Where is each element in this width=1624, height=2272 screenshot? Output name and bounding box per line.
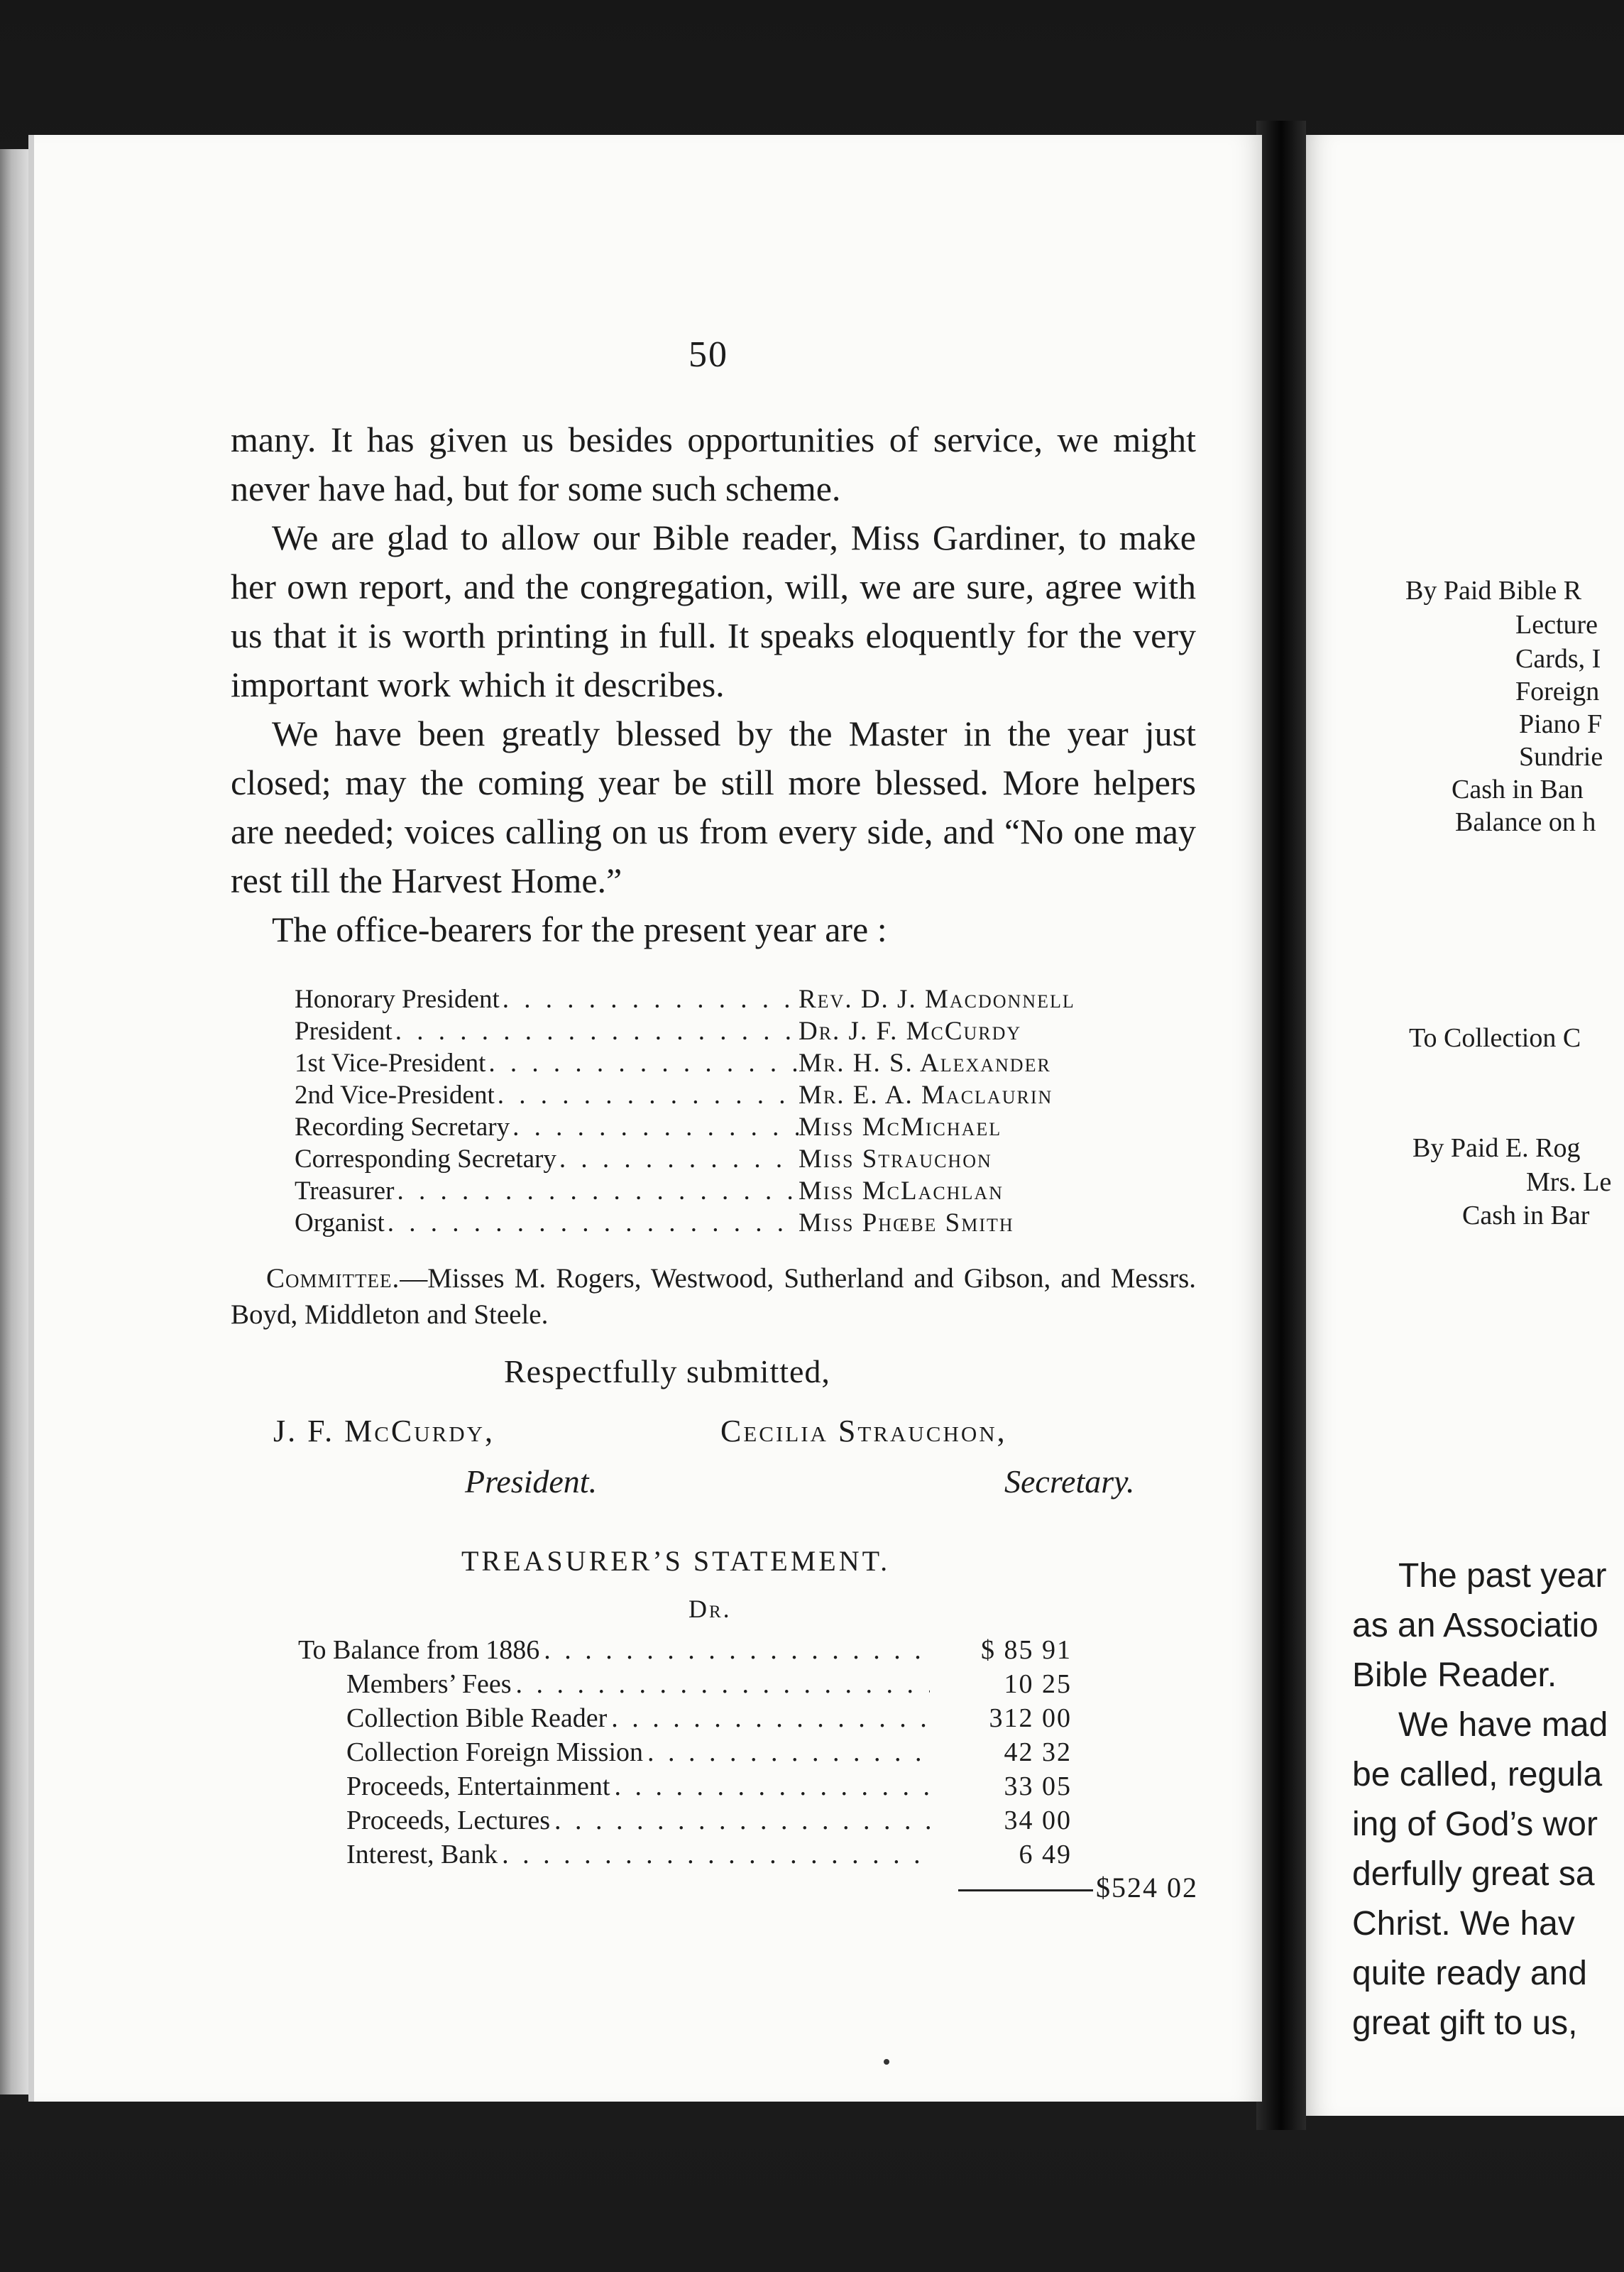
leader-dots xyxy=(394,1175,799,1207)
leader-dots xyxy=(500,983,799,1015)
body-text xyxy=(231,415,1196,954)
officer-role: 1st Vice-President xyxy=(295,1049,486,1078)
right-report-line: Bible Reader. xyxy=(1352,1656,1557,1694)
ledger-row xyxy=(298,1837,1072,1872)
right-ledger-line: Cash in Bar xyxy=(1462,1201,1590,1230)
ledger-row xyxy=(298,1633,1072,1667)
ledger-label: Collection Foreign Mission xyxy=(346,1737,643,1767)
leader-dots xyxy=(539,1633,930,1667)
officer-row xyxy=(295,1111,1175,1143)
right-report-line: Christ. We hav xyxy=(1352,1905,1575,1943)
officer-row xyxy=(295,1143,1175,1175)
ledger-amount: 10 25 xyxy=(1004,1669,1072,1699)
signature-secretary-name: Cecilia Strauchon, xyxy=(720,1414,1007,1448)
right-report-line: be called, regula xyxy=(1352,1756,1603,1793)
ledger-amount: 34 00 xyxy=(1004,1806,1072,1835)
ledger-amount: 42 32 xyxy=(1004,1737,1072,1767)
officer-name: Rev. D. J. Macdonnell xyxy=(799,985,1075,1014)
officer-name: Dr. J. F. McCurdy xyxy=(799,1017,1022,1046)
ledger-label: To Balance from 1886 xyxy=(298,1635,540,1665)
officer-name: Miss McMichael xyxy=(799,1113,1002,1142)
ledger-label: Collection Bible Reader xyxy=(346,1703,608,1733)
committee-paragraph xyxy=(231,1260,1196,1333)
ledger-row xyxy=(298,1803,1072,1837)
right-ledger-line: Mrs. Le xyxy=(1526,1167,1612,1197)
right-report-line: as an Associatio xyxy=(1352,1607,1598,1644)
leader-dots xyxy=(643,1735,930,1769)
right-report-line: The past year xyxy=(1398,1557,1607,1595)
leader-dots xyxy=(485,1047,799,1079)
right-report-line: great gift to us, xyxy=(1352,2004,1578,2042)
right-ledger-line: Piano F xyxy=(1519,709,1603,739)
ledger-amount: $ 85 91 xyxy=(981,1635,1072,1665)
right-ledger-line: Cash in Ban xyxy=(1452,775,1584,804)
officer-row xyxy=(295,1079,1175,1111)
right-ledger-line: Lecture xyxy=(1515,610,1598,640)
right-report-line: We have mad xyxy=(1398,1706,1608,1744)
right-ledger-line: Cards, I xyxy=(1515,644,1601,674)
committee-members: —Misses M. Rogers, Westwood, Sutherland and Gibson, and Messrs. Boyd, Middleton and Steele. xyxy=(231,1263,1196,1330)
paragraph: We have been greatly blessed by the Master in the year just closed; may the coming year be still more blessed. More helpers are needed; voices calling on us from every side, and “No one may rest till the Harvest Home.” xyxy=(231,714,1196,900)
officer-row xyxy=(295,1175,1175,1207)
ledger-total xyxy=(958,1871,1198,1904)
ledger-label: Members’ Fees xyxy=(346,1669,512,1699)
officer-name: Mr. E. A. Maclaurin xyxy=(799,1081,1053,1110)
right-report-line: derfully great sa xyxy=(1352,1855,1595,1893)
right-ledger-line: Foreign xyxy=(1515,677,1600,706)
total-rule xyxy=(958,1889,1093,1891)
officer-role: Treasurer xyxy=(295,1176,395,1206)
ledger-row xyxy=(298,1667,1072,1701)
treasurer-statement-heading: TREASURER’S STATEMENT. xyxy=(461,1545,891,1577)
officer-role: Recording Secretary xyxy=(295,1113,510,1142)
right-report-line: quite ready and xyxy=(1352,1955,1587,1992)
leader-dots xyxy=(512,1667,930,1701)
officer-row xyxy=(295,1047,1175,1079)
book-gutter xyxy=(1256,121,1306,2130)
debit-heading: Dr. xyxy=(688,1595,732,1623)
page-number: 50 xyxy=(688,334,728,375)
closing-line: Respectfully submitted, xyxy=(504,1353,830,1389)
leader-dots xyxy=(607,1701,930,1735)
paragraph: The office-bearers for the present year are : xyxy=(272,910,887,949)
officer-row xyxy=(295,983,1175,1015)
officer-name: Mr. H. S. Alexander xyxy=(799,1049,1051,1078)
ledger-amount: 6 49 xyxy=(1019,1840,1072,1869)
officer-role: President xyxy=(295,1017,393,1046)
leader-dots xyxy=(393,1015,799,1047)
leader-dots xyxy=(550,1803,930,1837)
ledger-total-amount: $524 02 xyxy=(1096,1872,1198,1904)
officer-role: Organist xyxy=(295,1208,385,1238)
ledger-row xyxy=(298,1701,1072,1735)
signature-president-title: President. xyxy=(465,1463,598,1500)
officer-role: Corresponding Secretary xyxy=(295,1145,556,1174)
officer-row xyxy=(295,1207,1175,1239)
right-collection-line: To Collection C xyxy=(1409,1023,1581,1053)
officer-name: Miss Strauchon xyxy=(799,1145,992,1174)
right-ledger-line: Balance on h xyxy=(1455,807,1596,837)
leader-dots xyxy=(610,1769,930,1803)
officer-name: Miss Phœbe Smith xyxy=(799,1208,1014,1238)
right-ledger-line: By Paid E. Rog xyxy=(1412,1133,1581,1163)
right-ledger-line: By Paid Bible R xyxy=(1405,576,1582,606)
signature-president-name: J. F. McCurdy, xyxy=(273,1414,495,1448)
right-page xyxy=(1306,135,1624,2116)
committee-label: Committee. xyxy=(266,1263,400,1294)
officer-row xyxy=(295,1015,1175,1047)
ledger-table xyxy=(298,1633,1072,1872)
ledger-label: Proceeds, Entertainment xyxy=(346,1771,610,1801)
page-stack-edge xyxy=(0,149,28,2094)
ledger-amount: 312 00 xyxy=(989,1703,1072,1733)
page-mark xyxy=(884,2059,889,2065)
paragraph: We are glad to allow our Bible reader, Miss Gardiner, to make her own report, and the congregation, will, we are sure, agree with us that it is worth printing in full. It speaks eloquently for the very important work which it describes. xyxy=(231,518,1196,704)
leader-dots xyxy=(556,1143,799,1175)
right-report-line: ing of God’s wor xyxy=(1352,1806,1598,1843)
leader-dots xyxy=(495,1079,799,1111)
right-ledger-line: Sundrie xyxy=(1519,742,1603,772)
leader-dots xyxy=(510,1111,799,1143)
officer-role: 2nd Vice-President xyxy=(295,1081,495,1110)
officer-role: Honorary President xyxy=(295,985,500,1014)
ledger-amount: 33 05 xyxy=(1004,1771,1072,1801)
ledger-label: Interest, Bank xyxy=(346,1840,498,1869)
officer-name: Miss McLachlan xyxy=(799,1176,1004,1206)
signature-secretary-title: Secretary. xyxy=(1004,1463,1135,1500)
ledger-label: Proceeds, Lectures xyxy=(346,1806,550,1835)
leader-dots xyxy=(498,1837,930,1872)
ledger-row xyxy=(298,1769,1072,1803)
leader-dots xyxy=(385,1207,799,1239)
ledger-row xyxy=(298,1735,1072,1769)
officers-list xyxy=(295,983,1175,1239)
paragraph: many. It has given us besides opportunities of service, we might never have had, but for some such scheme. xyxy=(231,420,1196,508)
